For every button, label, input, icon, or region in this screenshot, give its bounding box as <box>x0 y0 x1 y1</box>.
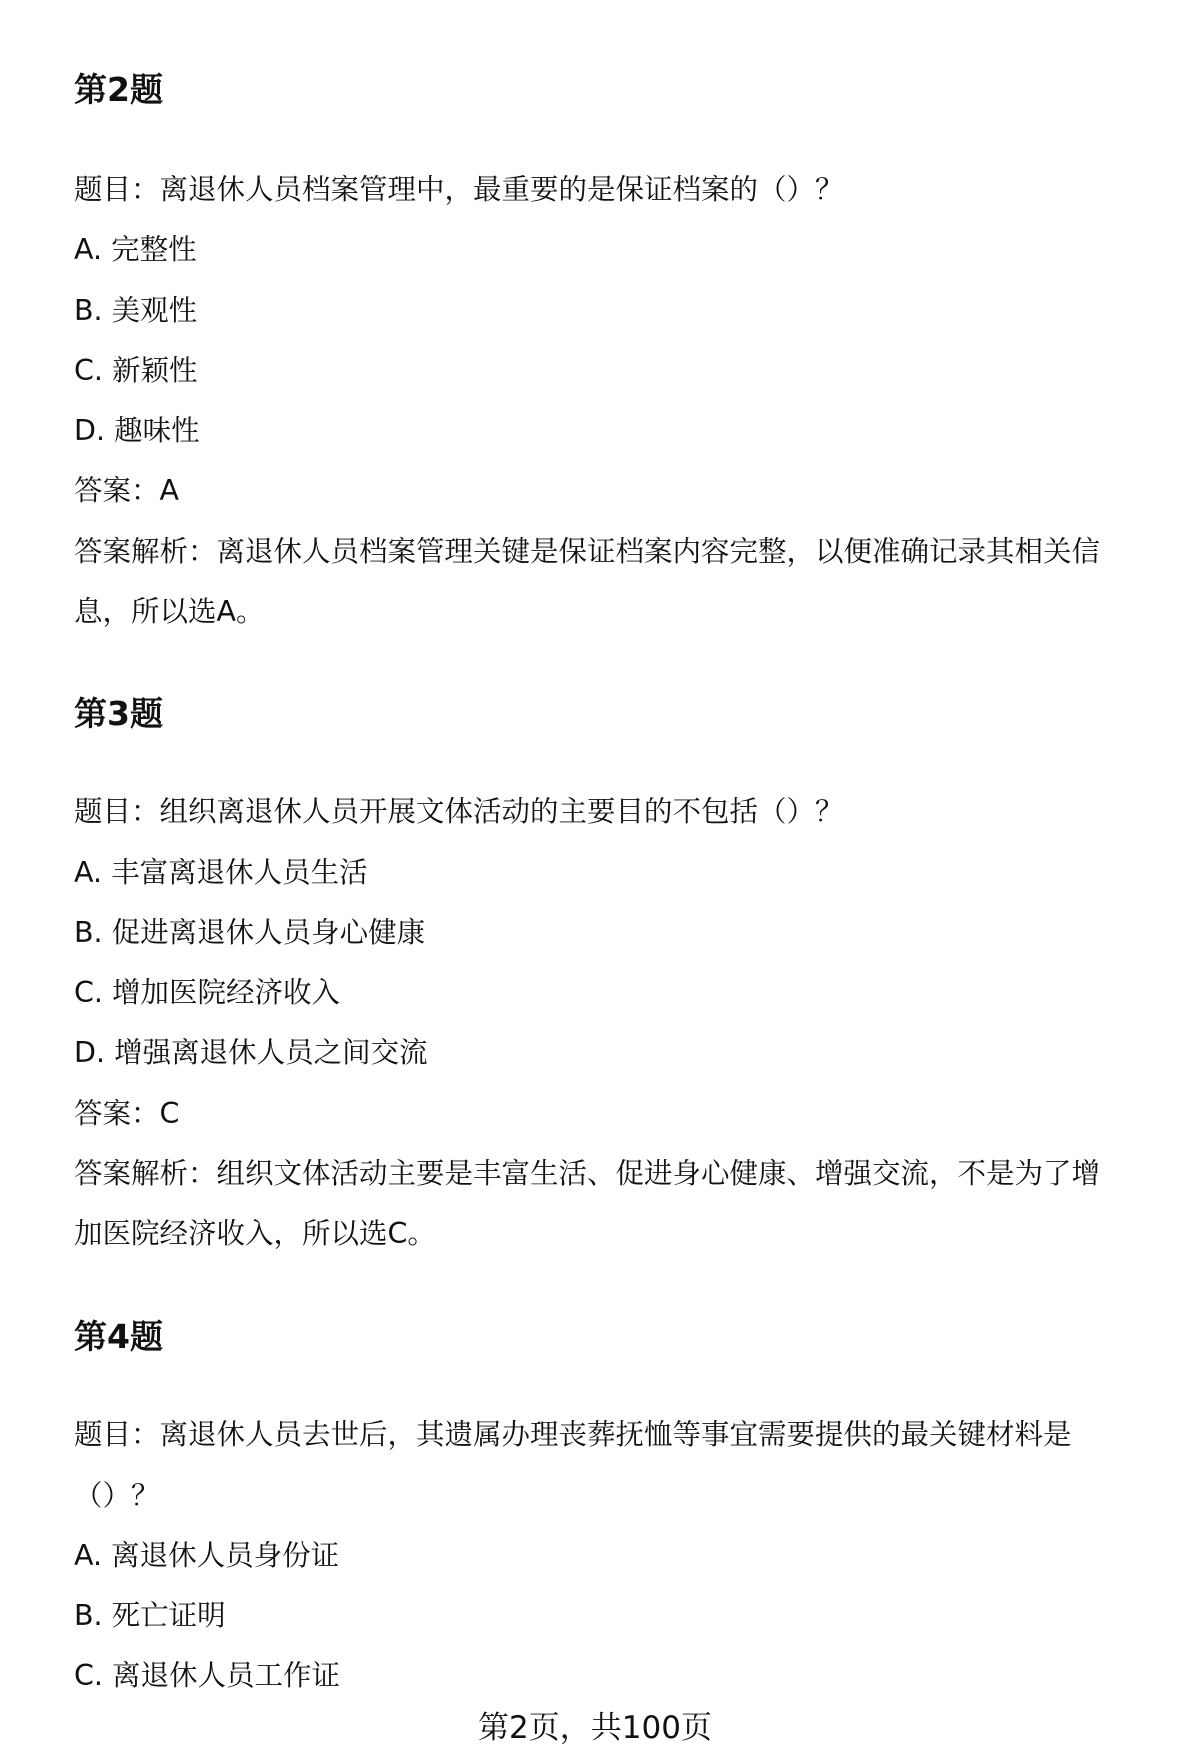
question-stem-line-1: 题目：离退休人员去世后，其遗属办理丧葬抚恤等事宜需要提供的最关键材料是 <box>74 1418 1072 1451</box>
option-a: A. 离退休人员身份证 <box>74 1539 340 1572</box>
option-d: D. 趣味性 <box>74 414 200 447</box>
analysis-line-1: 答案解析：组织文体活动主要是丰富生活、促进身心健康、增强交流，不是为了增 <box>74 1157 1101 1190</box>
page-number-footer: 第2页，共100页 <box>478 1710 712 1746</box>
analysis-line-2: 息，所以选A。 <box>74 595 265 628</box>
option-c: C. 离退休人员工作证 <box>74 1659 341 1692</box>
question-heading: 第4题 <box>74 1317 163 1356</box>
question-stem: 题目：离退休人员档案管理中，最重要的是保证档案的（）？ <box>74 173 844 206</box>
option-b: B. 美观性 <box>74 294 198 327</box>
question-stem-line-2: （）？ <box>74 1479 160 1512</box>
option-d: D. 增强离退休人员之间交流 <box>74 1036 428 1069</box>
analysis-line-1: 答案解析：离退休人员档案管理关键是保证档案内容完整，以便准确记录其相关信 <box>74 535 1101 568</box>
option-c: C. 新颖性 <box>74 354 198 387</box>
analysis-line-2: 加医院经济收入，所以选C。 <box>74 1217 436 1250</box>
question-heading: 第2题 <box>74 70 163 109</box>
option-b: B. 死亡证明 <box>74 1599 226 1632</box>
option-b: B. 促进离退休人员身心健康 <box>74 916 426 949</box>
answer-line: 答案：A <box>74 474 179 507</box>
answer-line: 答案：C <box>74 1097 180 1130</box>
option-a: A. 丰富离退休人员生活 <box>74 856 368 889</box>
question-stem: 题目：组织离退休人员开展文体活动的主要目的不包括（）？ <box>74 795 844 828</box>
option-a: A. 完整性 <box>74 233 197 266</box>
question-heading: 第3题 <box>74 694 163 733</box>
option-c: C. 增加医院经济收入 <box>74 976 341 1009</box>
